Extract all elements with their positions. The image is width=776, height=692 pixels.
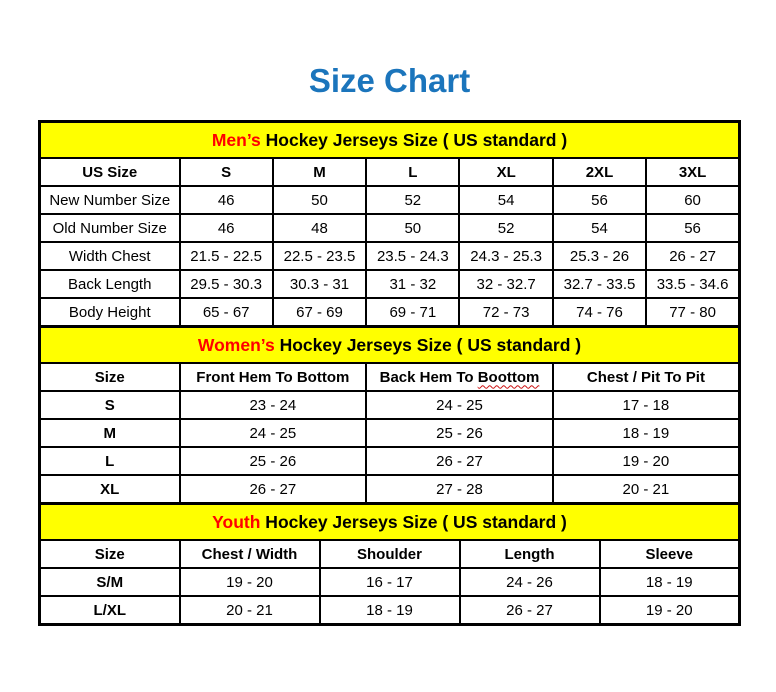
table-row	[40, 596, 740, 625]
table-row	[40, 568, 740, 596]
value-cell: 27 - 28	[366, 475, 553, 504]
column-header: Size	[40, 540, 180, 568]
table-row	[40, 447, 740, 475]
value-cell: 46	[180, 214, 273, 242]
value-cell: 54	[553, 214, 646, 242]
column-header: S	[180, 158, 273, 186]
table-row	[40, 391, 740, 419]
row-label: Width Chest	[40, 242, 180, 270]
column-header: Front Hem To Bottom	[180, 363, 367, 391]
value-cell: 52	[366, 186, 459, 214]
value-cell: 32.7 - 33.5	[553, 270, 646, 298]
youth-size-table	[38, 502, 741, 626]
banner-title-text: Hockey Jerseys Size ( US standard )	[274, 334, 582, 355]
value-cell: 48	[273, 214, 366, 242]
value-cell: 20 - 21	[180, 596, 320, 625]
youth-banner	[40, 504, 740, 541]
value-cell: 18 - 19	[553, 419, 740, 447]
value-cell: 52	[459, 214, 552, 242]
mens-banner	[40, 122, 740, 159]
value-cell: 69 - 71	[366, 298, 459, 327]
value-cell: 56	[646, 214, 739, 242]
value-cell: 56	[553, 186, 646, 214]
value-cell: 67 - 69	[273, 298, 366, 327]
value-cell: 32 - 32.7	[459, 270, 552, 298]
row-label: S	[40, 391, 180, 419]
banner-group-name: Men’s	[211, 129, 261, 150]
table-row	[40, 214, 740, 242]
value-cell: 24 - 25	[366, 391, 553, 419]
banner-title-text: Hockey Jerseys Size ( US standard )	[260, 511, 567, 532]
banner-group-name: Youth	[212, 511, 261, 532]
row-label: XL	[40, 475, 180, 504]
row-label: Old Number Size	[40, 214, 180, 242]
column-header: XL	[459, 158, 552, 186]
womens-size-table	[38, 325, 741, 505]
value-cell: 30.3 - 31	[273, 270, 366, 298]
mens-size-table	[38, 120, 741, 328]
row-label: L/XL	[40, 596, 180, 625]
column-header: Size	[40, 363, 180, 391]
value-cell: 33.5 - 34.6	[646, 270, 739, 298]
row-label: M	[40, 419, 180, 447]
row-label: Body Height	[40, 298, 180, 327]
row-label: New Number Size	[40, 186, 180, 214]
value-cell: 25 - 26	[180, 447, 367, 475]
value-cell: 24 - 25	[180, 419, 367, 447]
size-chart-tables	[38, 120, 741, 626]
table-row	[40, 270, 740, 298]
table-row	[40, 298, 740, 327]
value-cell: 60	[646, 186, 739, 214]
value-cell: 26 - 27	[646, 242, 739, 270]
value-cell: 20 - 21	[553, 475, 740, 504]
column-header: Shoulder	[320, 540, 460, 568]
value-cell: 74 - 76	[553, 298, 646, 327]
value-cell: 46	[180, 186, 273, 214]
column-header: Sleeve	[600, 540, 740, 568]
column-header: Chest / Pit To Pit	[553, 363, 740, 391]
table-row	[40, 186, 740, 214]
row-label: Back Length	[40, 270, 180, 298]
value-cell: 22.5 - 23.5	[273, 242, 366, 270]
misspelled-word: Boottom	[477, 368, 540, 386]
value-cell: 26 - 27	[180, 475, 367, 504]
row-label: S/M	[40, 568, 180, 596]
value-cell: 19 - 20	[180, 568, 320, 596]
column-header: L	[366, 158, 459, 186]
value-cell: 21.5 - 22.5	[180, 242, 273, 270]
value-cell: 77 - 80	[646, 298, 739, 327]
value-cell: 26 - 27	[366, 447, 553, 475]
column-header: M	[273, 158, 366, 186]
value-cell: 29.5 - 30.3	[180, 270, 273, 298]
column-header: US Size	[40, 158, 180, 186]
value-cell: 19 - 20	[553, 447, 740, 475]
banner-title-text: Hockey Jerseys Size ( US standard )	[260, 129, 568, 150]
column-header: 2XL	[553, 158, 646, 186]
value-cell: 54	[459, 186, 552, 214]
value-cell: 16 - 17	[320, 568, 460, 596]
value-cell: 24.3 - 25.3	[459, 242, 552, 270]
table-row	[40, 475, 740, 504]
column-header: Back Hem To Boottom	[366, 363, 553, 391]
table-row	[40, 419, 740, 447]
row-label: L	[40, 447, 180, 475]
value-cell: 50	[273, 186, 366, 214]
value-cell: 17 - 18	[553, 391, 740, 419]
value-cell: 18 - 19	[600, 568, 740, 596]
value-cell: 72 - 73	[459, 298, 552, 327]
value-cell: 50	[366, 214, 459, 242]
column-header: 3XL	[646, 158, 739, 186]
value-cell: 23.5 - 24.3	[366, 242, 459, 270]
value-cell: 23 - 24	[180, 391, 367, 419]
value-cell: 65 - 67	[180, 298, 273, 327]
value-cell: 24 - 26	[460, 568, 600, 596]
value-cell: 25.3 - 26	[553, 242, 646, 270]
banner-group-name: Women’s	[197, 334, 275, 355]
column-header: Chest / Width	[180, 540, 320, 568]
column-header: Length	[460, 540, 600, 568]
page-title: Size Chart	[308, 62, 471, 99]
womens-banner	[40, 327, 740, 364]
value-cell: 25 - 26	[366, 419, 553, 447]
value-cell: 18 - 19	[320, 596, 460, 625]
value-cell: 19 - 20	[600, 596, 740, 625]
value-cell: 26 - 27	[460, 596, 600, 625]
value-cell: 31 - 32	[366, 270, 459, 298]
table-row	[40, 242, 740, 270]
